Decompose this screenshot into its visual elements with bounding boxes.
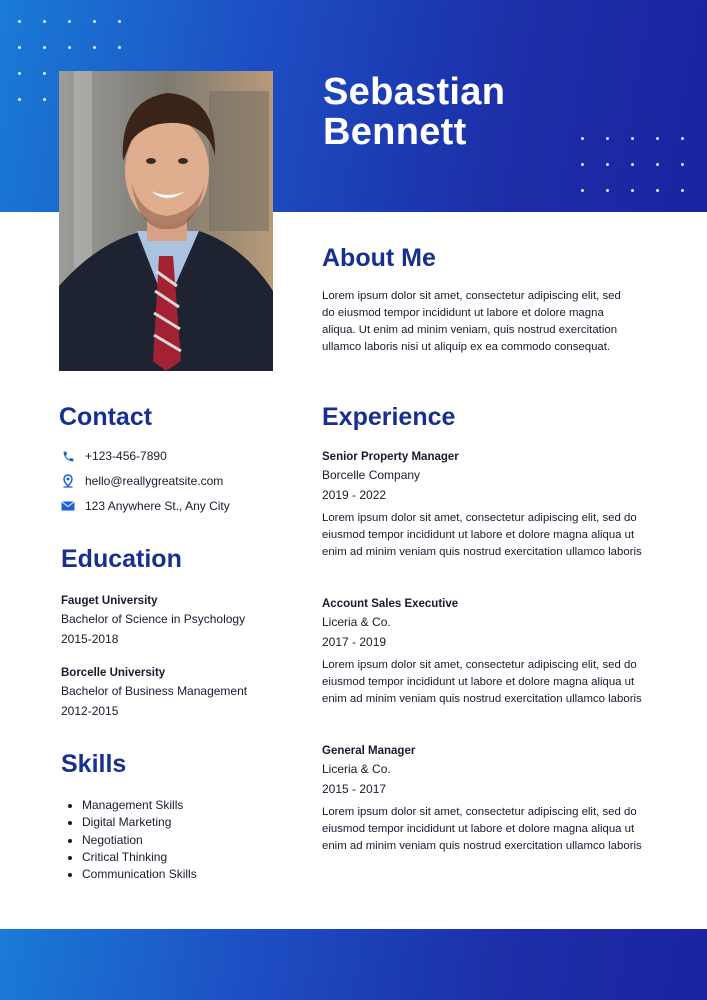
education-title: Education: [61, 545, 182, 573]
skill-item: Critical Thinking: [82, 849, 197, 866]
experience-item: [322, 449, 642, 561]
experience-item: [322, 743, 642, 855]
education-school: Borcelle University: [61, 667, 166, 679]
contact-email: hello@reallygreatsite.com: [85, 474, 224, 488]
job-description: Lorem ipsum dolor sit amet, consectetur adipiscing elit, sed do eiusmod tempor incididunt ut labore et dolore magna aliqua ut enim ad minim veniam quis nostrud exercitation ullamco laboris: [322, 806, 642, 852]
contact-email-row: [61, 474, 223, 488]
about-text: Lorem ipsum dolor sit amet, consectetur adipiscing elit, sed do eiusmod tempor incididunt ut labore et dolore magna aliqua. Ut enim ad minim veniam, quis nostrud exercitation ullamco laboris nisi ut aliquip ex ea commodo consequat.: [322, 290, 621, 353]
education-degree: Bachelor of Business Management: [61, 684, 248, 698]
job-title: General Manager: [322, 745, 416, 757]
job-company: Liceria & Co.: [322, 762, 391, 776]
mail-icon: [61, 499, 75, 513]
job-years: 2015 - 2017: [322, 782, 387, 796]
contact-address-row: [61, 499, 230, 513]
education-degree: Bachelor of Science in Psychology: [61, 612, 246, 626]
education-item: [61, 593, 291, 649]
education-item: [61, 665, 291, 721]
skills-title: Skills: [61, 750, 127, 778]
skill-item: Negotiation: [82, 832, 197, 849]
contact-phone: +123-456-7890: [85, 449, 167, 463]
contact-title: Contact: [59, 403, 153, 431]
job-title: Senior Property Manager: [322, 451, 459, 463]
name-last: Bennett: [323, 111, 467, 153]
profile-photo: [59, 71, 273, 371]
job-years: 2017 - 2019: [322, 635, 387, 649]
job-company: Liceria & Co.: [322, 615, 391, 629]
phone-icon: [61, 449, 75, 463]
skill-item: Management Skills: [82, 797, 197, 814]
about-title: About Me: [322, 244, 436, 272]
job-title: Account Sales Executive: [322, 598, 459, 610]
education-school: Fauget University: [61, 595, 158, 607]
job-years: 2019 - 2022: [322, 488, 387, 502]
experience-title: Experience: [322, 403, 456, 431]
contact-address: 123 Anywhere St., Any City: [85, 499, 230, 513]
footer-band: [0, 929, 707, 1000]
skills-list: [82, 797, 197, 883]
education-years: 2012-2015: [61, 704, 119, 718]
skill-item: Digital Marketing: [82, 814, 197, 831]
name-heading: [323, 72, 653, 152]
contact-phone-row: [61, 449, 167, 463]
experience-item: [322, 596, 642, 708]
job-company: Borcelle Company: [322, 468, 421, 482]
name-first: Sebastian: [323, 71, 506, 113]
job-description: Lorem ipsum dolor sit amet, consectetur adipiscing elit, sed do eiusmod tempor incididunt ut labore et dolore magna aliqua ut enim ad minim veniam quis nostrud exercitation ullamco laboris: [322, 512, 642, 558]
job-description: Lorem ipsum dolor sit amet, consectetur adipiscing elit, sed do eiusmod tempor incididunt ut labore et dolore magna aliqua ut enim ad minim veniam quis nostrud exercitation ullamco laboris: [322, 659, 642, 705]
skill-item: Communication Skills: [82, 866, 197, 883]
location-pin-icon: [61, 474, 75, 488]
education-years: 2015-2018: [61, 632, 119, 646]
